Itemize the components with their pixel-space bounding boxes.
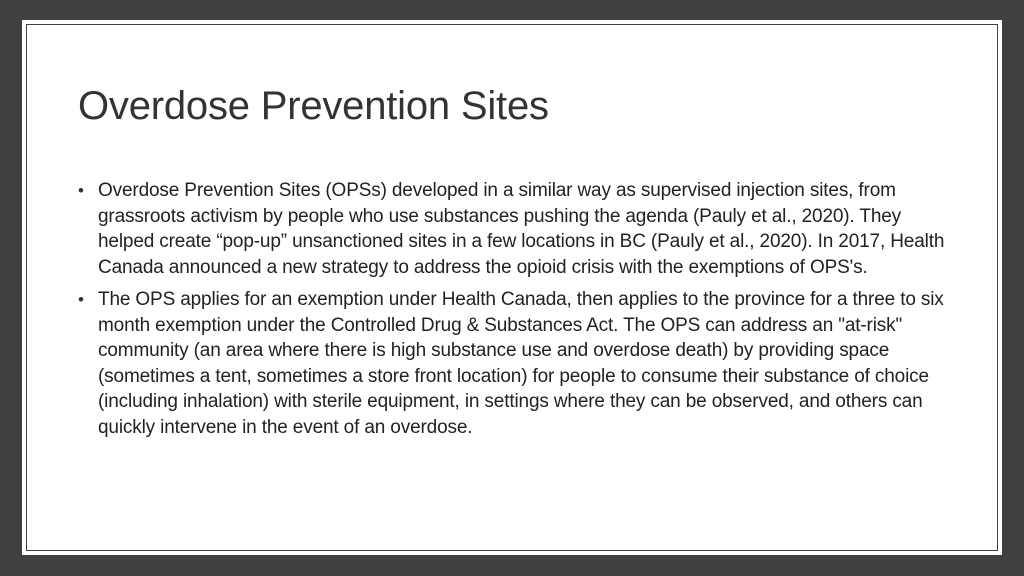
slide-canvas [22,20,1002,555]
bullet-item [78,178,953,280]
bullet-marker: • [78,290,84,309]
slide-title: Overdose Prevention Sites [78,84,549,128]
bullet-text: Overdose Prevention Sites (OPSs) developed in a similar way as supervised injection sites, from grassroots activism by people who use substances pushing the agenda (Pauly et al., 2020). They helped create “pop-up” unsanctioned sites in a few locations in BC (Pauly et al., 2020). In 2017, Health Canada announced a new strategy to address the opioid crisis with the exemptions of OPS's. [98,180,945,278]
bullet-item [78,287,953,440]
bullet-marker: • [78,181,84,200]
bullet-list [78,178,953,447]
bullet-text: The OPS applies for an exemption under Health Canada, then applies to the province for a three to six month exemption under the Controlled Drug & Substances Act. The OPS can address an "at-risk" community (an area where there is high substance use and overdose death) by providing space (sometimes a tent, sometimes a store front location) for people to consume their substance of choice (including inhalation) with sterile equipment, in settings where they can be observed, and others can quickly intervene in the event of an overdose. [98,289,944,438]
